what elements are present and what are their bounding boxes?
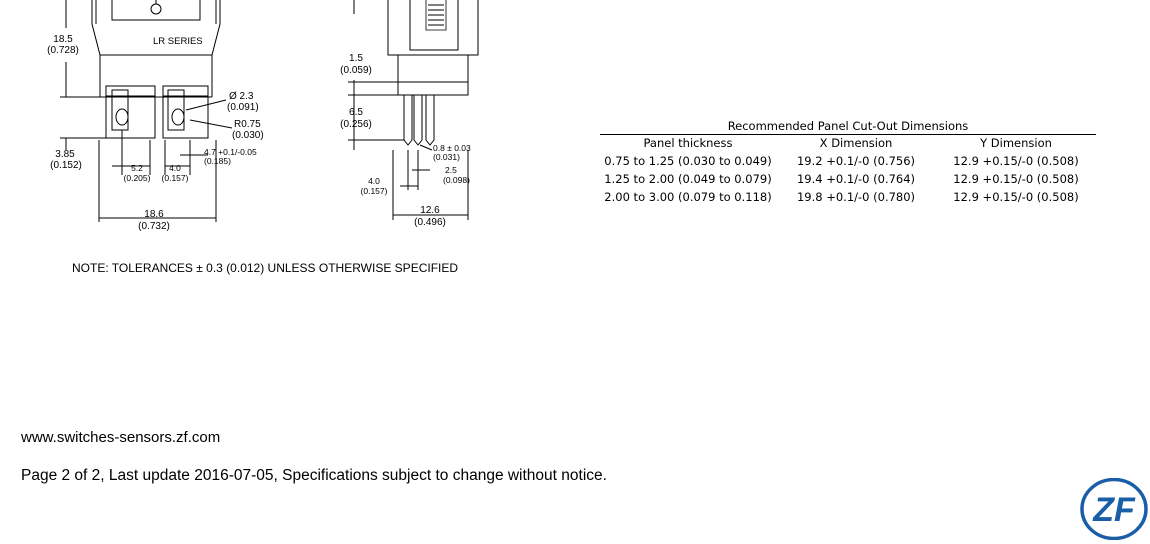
dim-height-in: (0.728): [47, 45, 79, 56]
zf-logo: [1080, 478, 1148, 540]
page-info-footer: Page 2 of 2, Last update 2016-07-05, Specifications subject to change without notice.: [21, 467, 607, 484]
website-link[interactable]: www.switches-sensors.zf.com: [21, 429, 221, 446]
tolerance-note: NOTE: TOLERANCES ± 0.3 (0.012) UNLESS OTHERWISE SPECIFIED: [72, 261, 459, 275]
cell-x-dimension: 19.8 +0.1/-0 (0.780): [796, 190, 916, 204]
dim-pin-width-in: (0.185): [204, 156, 231, 166]
dim-a-mm: 1.5: [349, 53, 363, 64]
dim-height-mm: 18.5: [53, 34, 73, 45]
dim-gap-in: (0.157): [161, 173, 189, 183]
dim-pin-width-mm: 4.7 +0.1/-0.05: [204, 147, 257, 157]
zf-logo-text: ZF: [1093, 491, 1135, 529]
dim-pitch-in: (0.205): [123, 173, 151, 183]
technical-drawing: [0, 0, 560, 250]
side-pin-2: [414, 95, 422, 145]
cell-panel-thickness: 2.00 to 3.00 (0.079 to 0.118): [604, 190, 772, 204]
dim-pin-height-mm: 3.85: [55, 149, 75, 160]
dim-gap-mm: 4.0: [169, 163, 181, 173]
dim-c-in: (0.098): [443, 175, 470, 185]
dim-radius-mm: R0.75: [234, 119, 261, 130]
dim-thickness-in: (0.031): [433, 152, 460, 162]
side-pin-3: [426, 95, 434, 145]
dim-d-in: (0.157): [360, 186, 388, 196]
table-row: [600, 152, 1096, 170]
header-x-dimension: X Dimension: [776, 135, 936, 153]
cell-panel-thickness: 0.75 to 1.25 (0.030 to 0.049): [604, 154, 772, 168]
cell-panel-thickness: 1.25 to 2.00 (0.049 to 0.079): [604, 172, 772, 186]
cell-x-dimension: 19.2 +0.1/-0 (0.756): [796, 154, 916, 168]
dim-d-mm: 4.0: [368, 176, 380, 186]
dim-width-mm: 18.6: [144, 209, 164, 220]
cell-y-dimension: 12.9 +0.15/-0 (0.508): [953, 154, 1079, 168]
cell-y-dimension: 12.9 +0.15/-0 (0.508): [953, 190, 1079, 204]
dim-thickness-mm: 0.8 ± 0.03: [433, 143, 471, 153]
dim-b-mm: 6.5: [349, 107, 363, 118]
side-pin-1: [404, 95, 412, 145]
side-body-outline: [388, 0, 478, 95]
dim-hole-mm: Ø 2.3: [229, 91, 254, 102]
table-row: [600, 170, 1096, 188]
cell-x-dimension: 19.4 +0.1/-0 (0.764): [796, 172, 916, 186]
table-row: [600, 188, 1096, 206]
table-header-row: [600, 135, 1096, 153]
header-panel-thickness: Panel thickness: [600, 135, 776, 153]
dim-side-width-mm: 12.6: [420, 205, 440, 216]
dim-c-mm: 2.5: [445, 165, 457, 175]
dim-hole-in: (0.091): [227, 102, 259, 113]
panel-cutout-table: [600, 118, 1096, 206]
cutout-dimensions-table: [600, 134, 1096, 206]
dim-radius-in: (0.030): [232, 130, 264, 141]
front-body-hole: [151, 4, 161, 14]
cell-y-dimension: 12.9 +0.15/-0 (0.508): [953, 172, 1079, 186]
dim-a-in: (0.059): [340, 65, 372, 76]
table-caption: Recommended Panel Cut-Out Dimensions: [727, 119, 969, 133]
dim-side-width-in: (0.496): [414, 217, 446, 228]
dim-width-in: (0.732): [138, 221, 170, 232]
header-y-dimension: Y Dimension: [936, 135, 1096, 153]
dim-pitch-mm: 5.2: [131, 163, 143, 173]
dim-pin-height-in: (0.152): [50, 160, 82, 171]
series-label: LR SERIES: [153, 36, 203, 47]
dim-b-in: (0.256): [340, 119, 372, 130]
